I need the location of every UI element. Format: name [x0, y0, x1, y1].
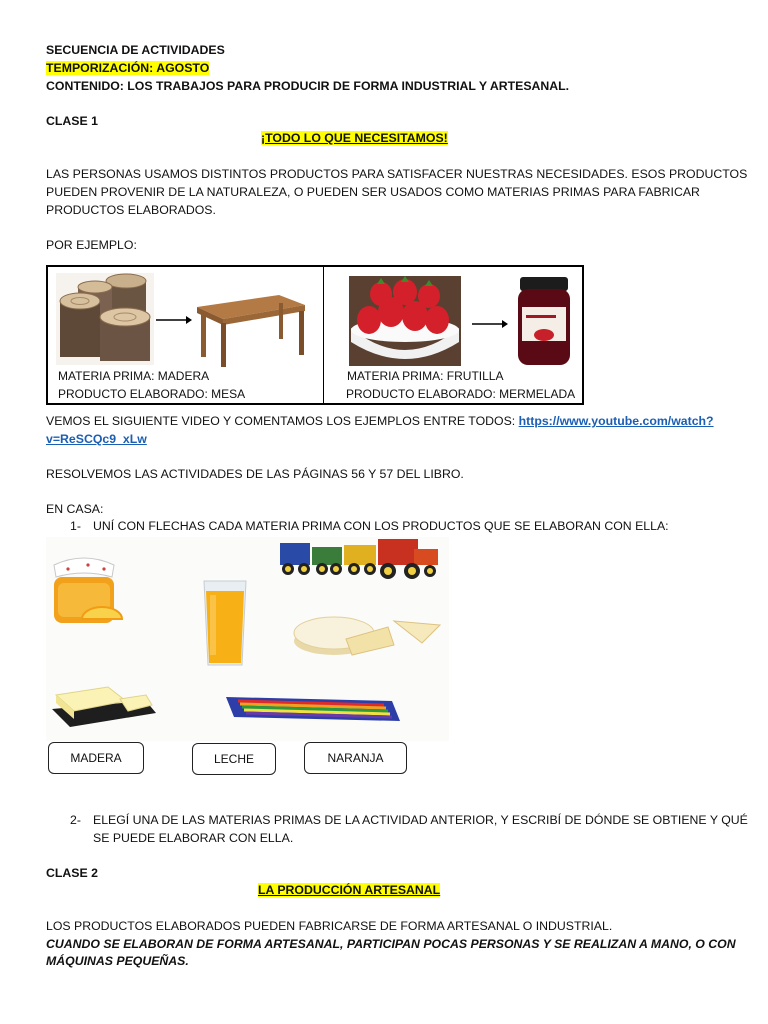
- example-divider: [323, 267, 324, 403]
- clase1-para-line-1: LAS PERSONAS USAMOS DISTINTOS PRODUCTOS PARA SATISFACER NUESTRAS NECESIDADES. ESOS PRODUCTOS: [46, 167, 748, 181]
- book-activities: RESOLVEMOS LAS ACTIVIDADES DE LAS PÁGINAS 56 Y 57 DEL LIBRO.: [46, 467, 464, 481]
- doc-heading: SECUENCIA DE ACTIVIDADES: [46, 43, 225, 57]
- activity-2-line-2: SE PUEDE ELABORAR CON ELLA.: [93, 831, 294, 845]
- activity-1-text: UNÍ CON FLECHAS CADA MATERIA PRIMA CON LOS PRODUCTOS QUE SE ELABORAN CON ELLA:: [93, 519, 669, 533]
- example-2-product: PRODUCTO ELABORADO: MERMELADA: [346, 387, 576, 401]
- word-box-madera: [48, 742, 144, 774]
- clase2-para-1: LOS PRODUCTOS ELABORADOS PUEDEN FABRICARSE DE FORMA ARTESANAL O INDUSTRIAL.: [46, 919, 613, 933]
- cheese-image: [290, 603, 442, 665]
- activity-1-number: 1-: [70, 519, 81, 533]
- word-box-label: MADERA: [70, 751, 122, 765]
- example-table: [46, 265, 584, 405]
- video-link[interactable]: https://www.youtube.com/watch?: [518, 414, 714, 428]
- strawberries-image: [349, 276, 461, 366]
- clase2-title-line: [258, 882, 440, 899]
- colored-pencils-image: [224, 687, 404, 729]
- butter-image: [50, 679, 158, 731]
- clase1-para-line-3: PRODUCTOS ELABORADOS.: [46, 203, 216, 217]
- clase1-label: CLASE 1: [46, 114, 98, 128]
- activity-2-line-1: ELEGÍ UNA DE LAS MATERIAS PRIMAS DE LA ACTIVIDAD ANTERIOR, Y ESCRIBÍ DE DÓNDE SE OBTIENE Y QUÉ: [93, 813, 748, 827]
- word-box-naranja: [304, 742, 407, 774]
- example-1-product: PRODUCTO ELABORADO: MESA: [58, 387, 246, 401]
- products-collage: [46, 537, 449, 741]
- temporizacion-line: [46, 60, 209, 77]
- orange-juice-image: [200, 579, 250, 669]
- jam-jar-image: [514, 277, 574, 369]
- video-line: [46, 413, 714, 430]
- arrow-icon: [156, 314, 192, 326]
- marmalade-jar-image: [48, 555, 126, 631]
- clase1-para-line-2: PUEDEN PROVENIR DE LA NATURALEZA, O PUEDEN SER USADOS COMO MATERIAS PRIMAS PARA FABRICAR: [46, 185, 700, 199]
- word-box-label: NARANJA: [327, 751, 384, 765]
- contenido-line: CONTENIDO: LOS TRABAJOS PARA PRODUCIR DE FORMA INDUSTRIAL Y ARTESANAL.: [46, 79, 570, 93]
- table-image: [191, 289, 309, 369]
- clase2-label: CLASE 2: [46, 866, 98, 880]
- clase2-title: LA PRODUCCIÓN ARTESANAL: [258, 883, 441, 897]
- wood-logs-image: [56, 273, 154, 365]
- en-casa-label: EN CASA:: [46, 502, 104, 516]
- toy-train-image: [274, 537, 446, 583]
- clase1-title: ¡TODO LO QUE NECESITAMOS!: [261, 131, 448, 145]
- example-2-raw: MATERIA PRIMA: FRUTILLA: [347, 369, 504, 383]
- clase2-para-2-line-2: MÁQUINAS PEQUEÑAS.: [46, 954, 189, 968]
- clase2-para-2-line-1: CUANDO SE ELABORAN DE FORMA ARTESANAL, PARTICIPAN POCAS PERSONAS Y SE REALIZAN A MANO, O CON: [46, 937, 736, 951]
- word-box-leche: [192, 743, 276, 775]
- activity-2-number: 2-: [70, 813, 81, 827]
- video-link-continued[interactable]: v=ReSCQc9_xLw: [46, 432, 147, 446]
- example-1-raw: MATERIA PRIMA: MADERA: [58, 369, 210, 383]
- word-box-label: LECHE: [213, 752, 254, 766]
- video-link-line-2: [46, 431, 147, 448]
- example-intro: POR EJEMPLO:: [46, 238, 137, 252]
- clase1-title-line: [261, 130, 448, 147]
- temporizacion-highlight: TEMPORIZACIÓN: AGOSTO: [46, 61, 210, 75]
- arrow-icon: [472, 318, 508, 330]
- video-text: VEMOS EL SIGUIENTE VIDEO Y COMENTAMOS LOS EJEMPLOS ENTRE TODOS:: [46, 414, 519, 428]
